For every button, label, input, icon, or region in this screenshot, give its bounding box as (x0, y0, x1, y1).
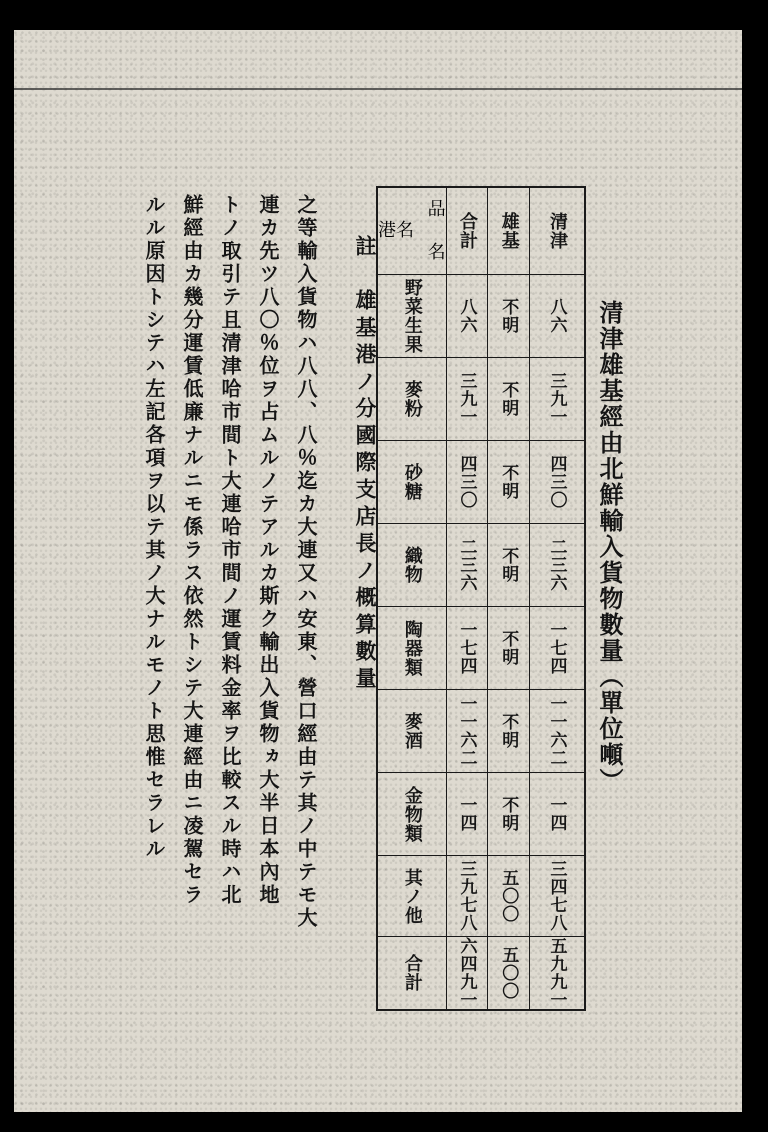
table-row (377, 607, 585, 690)
table-cell: 二三六 (530, 524, 585, 607)
table-corner-cell (377, 187, 446, 275)
table-cell: 一一六二 (446, 690, 488, 773)
category-header: 陶器類 (377, 607, 446, 690)
table-row (377, 937, 585, 1011)
table-cell: 六四九一 (446, 937, 488, 1011)
table-cell: 不明 (488, 524, 530, 607)
table-cell: 二三六 (446, 524, 488, 607)
note-line: 鮮經由カ幾分運賃低廉ナルニモ係ラス依然トシテ大連經由ニ凌駕セラ (180, 194, 204, 907)
document-page (14, 30, 742, 1112)
table-cell: 不明 (488, 358, 530, 441)
table-cell: 八六 (446, 275, 488, 358)
table-header-row (377, 187, 585, 275)
table-row (377, 856, 585, 937)
table-cell: 不明 (488, 275, 530, 358)
row-header-port: 雄基 (488, 187, 530, 275)
table-cell: 一四 (530, 773, 585, 856)
table-cell: 一四 (446, 773, 488, 856)
row-header-port: 合計 (446, 187, 488, 275)
table-cell: 不明 (488, 441, 530, 524)
table-cell: 三九一 (530, 358, 585, 441)
note-line: トノ取引テ且清津哈市間ト大連哈市間ノ運賃料金率ヲ比較スル時ハ北 (218, 194, 242, 907)
category-header: 其ノ他 (377, 856, 446, 937)
table-cell: 四三〇 (530, 441, 585, 524)
table-row (377, 690, 585, 773)
note-heading-text: 雄基港ノ分國際支店長ノ概算數量 (353, 289, 378, 694)
table-cell: 五〇〇 (488, 856, 530, 937)
table-cell: 四三〇 (446, 441, 488, 524)
note-line: 連カ先ツ八〇％位ヲ占ムルノテアルカ斯ク輸出入貨物ヵ大半日本內地 (256, 194, 280, 907)
note-line: 之等輸入貨物ハ八八、八％迄カ大連又ハ安東、營口經由テ其ノ中テモ大 (294, 194, 318, 930)
table-cell: 不明 (488, 607, 530, 690)
table-cell: 三九七八 (446, 856, 488, 937)
table-cell: 五〇〇 (488, 937, 530, 1011)
category-header: 野菜生果 (377, 275, 446, 358)
row-header-port: 清津 (530, 187, 585, 275)
page-title: 清津雄基經由北鮮輸入貨物數量（單位噸） (595, 300, 624, 794)
table-cell: 一七四 (446, 607, 488, 690)
note-line: ルル原因トシテハ左記各項ヲ以テ其ノ大ナルモノト思惟セラレル (142, 194, 166, 861)
table-row (377, 358, 585, 441)
category-header: 麥粉 (377, 358, 446, 441)
table-cell: 不明 (488, 690, 530, 773)
table-cell: 三九一 (446, 358, 488, 441)
category-header: 合計 (377, 937, 446, 1011)
table-row (377, 441, 585, 524)
top-rule (14, 88, 742, 90)
data-table (376, 186, 586, 1011)
table-row (377, 275, 585, 358)
corner-top: 品 (427, 198, 446, 220)
table-row (377, 773, 585, 856)
table-cell: 五九九一 (530, 937, 585, 1011)
category-header: 織物 (377, 524, 446, 607)
corner-bottom: 名 (427, 241, 446, 263)
table-row (377, 524, 585, 607)
category-header: 麥酒 (377, 690, 446, 773)
table-cell: 一七四 (530, 607, 585, 690)
category-header: 砂糖 (377, 441, 446, 524)
table-cell: 不明 (488, 773, 530, 856)
table-cell: 三四七八 (530, 856, 585, 937)
note-heading (350, 235, 380, 694)
corner-mid: 港名 (378, 220, 414, 242)
import-table (376, 186, 586, 1009)
table-cell: 八六 (530, 275, 585, 358)
note-label: 註 (353, 235, 378, 262)
table-cell: 一一六二 (530, 690, 585, 773)
category-header: 金物類 (377, 773, 446, 856)
